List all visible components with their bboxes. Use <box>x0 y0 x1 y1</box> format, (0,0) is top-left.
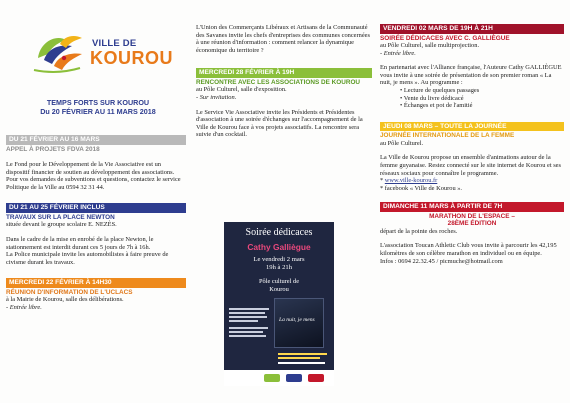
column-2 <box>196 24 372 139</box>
event-links-femme <box>380 177 564 192</box>
event-bar-marathon: DIMANCHE 11 MARS À PARTIR DE 7H <box>380 202 564 212</box>
event-text-marathon-1: départ de la pointe des roches. <box>380 227 458 235</box>
event-title-travaux: TRAVAUX SUR LA PLACE NEWTON <box>6 213 115 221</box>
poster-date <box>224 256 334 272</box>
event-text-dedicaces-2: - Entrée libre. <box>380 49 416 57</box>
toucan-logo-icon <box>30 30 90 80</box>
facebook-link[interactable]: facebook « Ville de Kourou ». <box>384 184 463 192</box>
poster-author: Cathy Galliègue <box>247 242 311 252</box>
event-bar-associations: MERCREDI 28 FÉVRIER À 19H <box>196 68 372 78</box>
poster-title: Soirée dédicaces <box>245 227 313 238</box>
event-text-associations-2: - Sur invitation. <box>196 93 237 101</box>
list-item: • Échanges et pot de l'amitié <box>400 102 473 110</box>
event-text-femme-1: au Pôle Culturel. <box>380 139 424 147</box>
event-text-travaux-2: Dans le cadre de la mise en enrobé de la place Newton, le stationnement est interdit durant ces 5 jours de 7h à 16h. <box>6 235 154 251</box>
event-text-fdva-1: Le Fond pour le Développement de la Vie Associative est un dispositif financier de soutien au développement des associations. <box>6 161 175 176</box>
dedicaces-poster-image <box>224 222 334 386</box>
event-title-marathon-2: 28ÈME ÉDITION <box>447 220 497 228</box>
event-bar-dedicaces: VENDREDI 02 MARS DE 19H À 21H <box>380 24 564 34</box>
website-link[interactable]: www.ville-kourou.fr <box>384 177 438 185</box>
poster-place <box>224 278 334 293</box>
facebook-link-item: * facebook « Ville de Kourou ». <box>380 184 463 192</box>
poster-book-cover <box>274 298 324 348</box>
temps-forts-line1: TEMPS FORTS SUR KOUROU <box>46 98 150 107</box>
list-item-text: Échanges et pot de l'amitié <box>403 102 473 110</box>
event-text-uclacs-2: - Entrée libre. <box>6 303 42 311</box>
event-text-dedicaces-3: En partenariat avec l'Alliance française, l'Auteure Cathy GALLIÈGUE vous invite à une soirée de présentation de son premier roman « La nuit, je mens ». Au programme : <box>380 64 562 87</box>
event-bar-travaux: DU 21 AU 25 FÉVRIER INCLUS <box>6 203 186 213</box>
event-text-dedicaces-1: au Pôle Culturel, salle multiprojection. <box>380 42 480 49</box>
list-item-text: Vente du livre dédicacé <box>403 94 464 102</box>
temps-forts-line2: Du 20 FÉVRIER AU 11 MARS 2018 <box>40 106 156 116</box>
poster-book-title: La nuit, je mens <box>279 317 315 323</box>
poster-date-2: 19h à 21h <box>265 264 292 271</box>
poster-right-text-lines <box>278 351 330 366</box>
poster-date-1: Le vendredi 2 mars <box>253 256 305 263</box>
column-1 <box>6 135 186 312</box>
website-link-item: * www.ville-kourou.fr <box>380 177 438 185</box>
logo-title: VILLE DE <box>92 38 137 49</box>
event-bar-uclacs: MERCREDI 22 FÉVRIER À 14H30 <box>6 278 186 288</box>
column-3 <box>380 24 564 265</box>
poster-footer <box>224 370 334 386</box>
event-text-travaux-1: située devant le groupe scolaire E. NEZÈS. <box>6 221 117 229</box>
event-bar-femme: JEUDI 08 MARS – TOUTE LA JOURNÉE <box>380 122 564 132</box>
event-text-marathon-3: Infos : 0694 22.32.45 / picmuche@hotmail.com <box>380 257 503 265</box>
event-title-marathon-1: MARATHON DE L'ESPACE – <box>429 212 515 220</box>
list-item: • Vente du livre dédicacé <box>400 94 464 102</box>
poster-place-2: Kourou <box>269 285 289 293</box>
poster-left-text-lines <box>229 306 271 339</box>
list-item-text: Lecture de quelques passages <box>403 86 480 94</box>
event-title-associations: RENCONTRE AVEC LES ASSOCIATIONS DE KOUROU <box>196 78 361 86</box>
poster-partner-logo <box>286 374 302 382</box>
poster-place-1: Pôle culturel de <box>258 278 300 285</box>
temps-forts-heading <box>18 99 178 116</box>
uclacs-intro-text: L'Union des Commerçants Libéraux et Artisans de la Communauté des Savanes invite les chefs d'entreprises des communes concernées à une réunion d'information : comment relancer la dynamique économique du territoire ? <box>196 24 370 54</box>
event-text-uclacs-1: à la Mairie de Kourou, salle des délibérations. <box>6 296 124 304</box>
logo-name: KOUROU <box>90 48 173 68</box>
list-item: • Lecture de quelques passages <box>400 86 480 94</box>
poster-partner-logo <box>264 374 280 382</box>
event-list-dedicaces <box>380 87 564 110</box>
event-title-dedicaces: SOIRÉE DÉDICACES AVEC C. GALLIÈGUE <box>380 34 510 42</box>
event-text-marathon-2: L'association Toucan Athletic Club vous invite à parcourir les 42,195 kilomètres de son célèbre marathon en individuel ou en équipe. <box>380 242 557 257</box>
event-text-femme-2: La Ville de Kourou propose un ensemble d'animations autour de la femme guyanaise. Restez connecté sur le site internet de Kourou et ses réseaux sociaux pour connaître le programme. <box>380 154 562 177</box>
ville-de-kourou-logo <box>30 30 180 80</box>
event-title-uclacs: RÉUNION D'INFORMATION DE L'UCLACS <box>6 288 133 296</box>
poster-partner-logo <box>308 374 324 382</box>
event-text-associations-3: Le Service Vie Associative invite les Présidents et Présidentes d'association à une soirée d'échanges sur l'accompagnement de la Ville de Kourou face à vos projets associatifs. La rencontre sera suivie d'un cocktail. <box>196 108 363 139</box>
event-title-marathon <box>380 213 564 228</box>
event-title-femme: JOURNÉE INTERNATIONALE DE LA FEMME <box>380 132 515 140</box>
event-bar-fdva: DU 21 FÉVRIER AU 16 MARS <box>6 135 186 145</box>
event-text-travaux-3: La Police municipale invite les automobilistes à faire preuve de civisme durant les travaux. <box>6 251 169 266</box>
event-text-associations-1: au Pôle Culturel, salle d'exposition. <box>196 86 287 94</box>
event-text-fdva-2: Pour vos demandes de subventions et questions, contactez le service Politique de la Ville au 0594 32 31 44. <box>6 176 181 191</box>
event-title-fdva: APPEL À PROJETS FDVA 2018 <box>6 145 100 153</box>
